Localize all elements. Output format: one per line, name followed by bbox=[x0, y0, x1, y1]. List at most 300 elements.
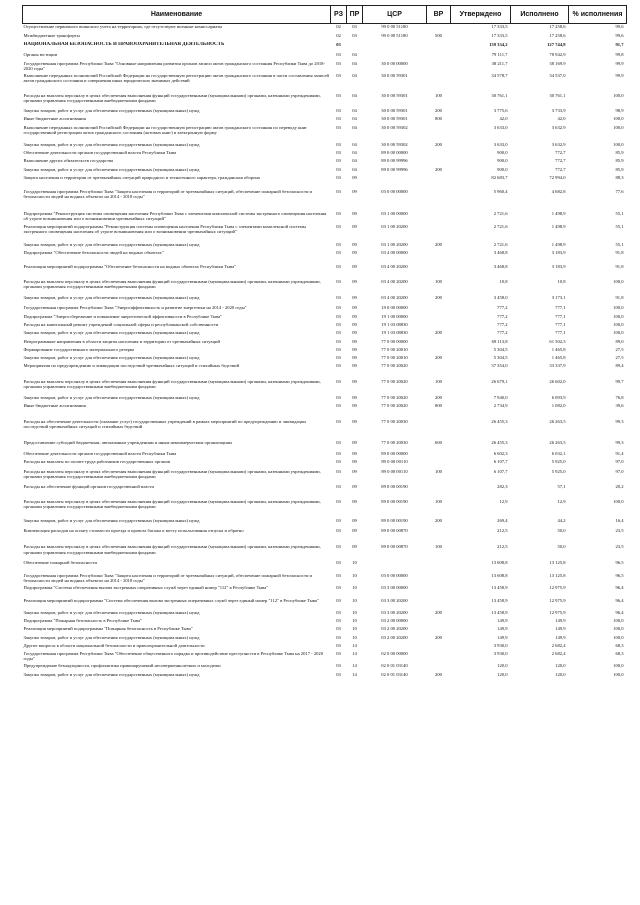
row-executed: 26 263,5 bbox=[549, 440, 566, 446]
row-percent: 99,9 bbox=[615, 60, 624, 66]
row-pr: 10 bbox=[352, 597, 357, 603]
table-row bbox=[23, 73, 627, 93]
row-vr bbox=[427, 585, 451, 597]
row-pr: 09 bbox=[352, 294, 357, 300]
row-name: Расходы на обеспечение деятельности (оказание услуг) государственных учреждений в рамках мероприятий по предупреждению и ликвидации последствий чрезвычайных ситуаций и стихийных бедствий bbox=[23, 419, 306, 430]
row-csr: 30 0 00 59301 bbox=[381, 108, 408, 114]
row-pr: 14 bbox=[352, 651, 357, 656]
row-rz: 03 bbox=[336, 559, 341, 565]
row-pr: 09 bbox=[352, 458, 357, 464]
row-pr: 09 bbox=[352, 354, 357, 360]
table-row bbox=[23, 339, 627, 347]
row-vr: 800 bbox=[435, 116, 442, 122]
row-rz: 03 bbox=[336, 458, 341, 464]
row-csr bbox=[363, 42, 427, 51]
row-executed: 50,0 bbox=[557, 544, 566, 550]
row-pr: 09 bbox=[352, 468, 357, 474]
row-executed: 149,9 bbox=[555, 618, 566, 624]
row-rz: 03 bbox=[336, 379, 341, 385]
row-percent: 100,0 bbox=[613, 142, 624, 148]
row-percent: 99,3 bbox=[615, 440, 624, 446]
row-executed: 26 263,5 bbox=[549, 419, 566, 425]
row-rz: 03 bbox=[336, 419, 341, 425]
row-name: Государственная программа Республики Тыва "Обеспечение общественного порядка и противодействие преступности в Республике Тыва на 2017 - 2020 годы" bbox=[23, 651, 324, 662]
row-percent: 55,1 bbox=[615, 210, 624, 216]
row-executed: 772,7 bbox=[555, 158, 566, 164]
row-rz: 03 bbox=[336, 279, 341, 285]
table-row bbox=[23, 663, 627, 671]
row-rz: 03 bbox=[336, 544, 341, 550]
row-name: Обеспечение деятельности органов государственной власти Республики Тыва bbox=[23, 450, 177, 456]
row-csr: 77 0 00 20010 bbox=[381, 354, 408, 360]
row-rz: 03 bbox=[336, 241, 341, 247]
row-name: Осуществление первичного воинского учета на территориях, где отсутствуют военные комиссариаты bbox=[23, 24, 223, 29]
table-row bbox=[23, 499, 627, 518]
row-name: Подпрограмма "Обеспечение безопасности людей на водных объектах" bbox=[23, 249, 164, 255]
row-name: Непрограммные направления в области защиты населения и территории от чрезвычайных ситуаций bbox=[23, 338, 220, 344]
row-rz: 03 bbox=[336, 354, 341, 360]
row-vr: 600 bbox=[435, 440, 442, 446]
row-approved: 6 107,7 bbox=[493, 468, 508, 474]
row-csr: 03 2 00 20200 bbox=[381, 626, 408, 632]
row-csr: 77 0 00 20030 bbox=[381, 440, 408, 446]
table-row bbox=[23, 585, 627, 597]
row-rz: 03 bbox=[336, 572, 341, 578]
col-header-vr: ВР bbox=[427, 6, 451, 24]
row-executed: 3 632,9 bbox=[551, 124, 566, 130]
row-executed: 2 682,4 bbox=[551, 642, 566, 648]
row-name: Обеспечение пожарной безопасности bbox=[23, 559, 98, 565]
row-rz: 03 bbox=[336, 116, 341, 122]
table-row bbox=[23, 93, 627, 108]
table-row bbox=[23, 142, 627, 150]
row-approved: 900,0 bbox=[497, 158, 508, 164]
row-csr: 19 1 03 08830 bbox=[381, 322, 408, 328]
row-name: Государственная программа Республики Тыва "Основные направления развития органов записи актов гражданского состояния Республики Тыва до 2018-2020 годы" bbox=[23, 60, 325, 71]
row-csr: 03 4 00 00000 bbox=[381, 249, 408, 255]
row-rz: 03 bbox=[336, 450, 341, 456]
row-pr: 09 bbox=[352, 313, 357, 319]
row-approved: 13 458,9 bbox=[491, 585, 508, 591]
row-executed: 772,7 bbox=[555, 166, 566, 172]
row-approved: 777,2 bbox=[497, 322, 508, 328]
row-csr: 19 0 00 00000 bbox=[381, 304, 408, 310]
row-vr bbox=[427, 484, 451, 498]
row-approved: 269,4 bbox=[497, 517, 508, 523]
row-name: Государственная программа Республики Тыва "Защита населения и территорий от чрезвычайных ситуаций, обеспечение пожарной безопасности и безопасности людей на водных объектах на 2014 - 2018 годы" bbox=[23, 572, 313, 584]
table-body bbox=[23, 24, 627, 678]
table-row bbox=[23, 395, 627, 403]
row-csr: 77 0 00 20030 bbox=[381, 419, 408, 425]
row-name: Мероприятия по предупреждению и ликвидации последствий чрезвычайных ситуаций и стихийных бедствий bbox=[23, 363, 240, 369]
row-pr: 10 bbox=[352, 610, 357, 616]
row-percent: 96,5 bbox=[615, 572, 624, 578]
row-pr: 04 bbox=[352, 150, 357, 156]
col-header-csr: ЦСР bbox=[363, 6, 427, 24]
row-executed: 61 502,3 bbox=[549, 338, 566, 344]
row-pr: 10 bbox=[352, 634, 357, 640]
row-approved: 2 721,6 bbox=[493, 241, 508, 247]
row-name: Закупка товаров, работ и услуг для обеспечения государственных (муниципальных) нужд bbox=[23, 108, 200, 114]
row-approved: 900,0 bbox=[497, 166, 508, 172]
row-name: Подпрограмма "Пожарная безопасность в Республике Тыва" bbox=[23, 618, 143, 624]
row-rz: 03 bbox=[336, 60, 341, 66]
row-vr bbox=[427, 663, 451, 671]
row-csr: 30 0 00 59302 bbox=[381, 124, 408, 130]
row-vr: 200 bbox=[435, 294, 442, 300]
row-approved: 7 940,0 bbox=[493, 394, 508, 400]
row-percent: 98,9 bbox=[615, 108, 624, 114]
row-approved: 13 608,8 bbox=[491, 559, 508, 565]
table-row bbox=[23, 419, 627, 440]
row-pr: 04 bbox=[352, 108, 357, 114]
row-executed: 4 682,8 bbox=[551, 189, 566, 195]
row-csr: 19 1 03 08830 bbox=[381, 330, 408, 336]
row-executed: 12 975,9 bbox=[549, 585, 566, 591]
row-approved: 120,0 bbox=[497, 671, 508, 677]
row-vr bbox=[427, 175, 451, 189]
row-rz: 02 bbox=[336, 24, 341, 29]
col-header-name: Наименование bbox=[23, 6, 331, 24]
row-approved: 12,9 bbox=[499, 498, 508, 504]
row-executed: 777,1 bbox=[555, 313, 566, 319]
row-vr: 200 bbox=[435, 354, 442, 360]
row-name: Реализация мероприятий подпрограммы "Пожарная безопасность в Республике Тыва" bbox=[23, 626, 193, 632]
row-vr bbox=[427, 459, 451, 469]
row-percent: 68,3 bbox=[615, 642, 624, 648]
row-executed: 38 169,9 bbox=[549, 60, 566, 66]
row-percent: 89,4 bbox=[615, 363, 624, 369]
row-csr: 02 0 01 03140 bbox=[381, 663, 408, 669]
row-percent: 91,8 bbox=[615, 249, 624, 255]
row-rz: 03 bbox=[336, 189, 341, 195]
row-name: Расходы на выплаты персоналу в целях обеспечения выполнения функций государственными (муниципальными) органами, казенными учреждениями, органами управления государственными внебюджетными фондами bbox=[23, 468, 321, 480]
row-executed: 127 744,8 bbox=[547, 42, 566, 48]
row-percent: 85,9 bbox=[615, 166, 624, 172]
row-rz: 03 bbox=[336, 610, 341, 616]
table-row bbox=[23, 52, 627, 61]
table-row bbox=[23, 544, 627, 559]
row-rz: 03 bbox=[336, 618, 341, 624]
row-executed: 72 994,0 bbox=[549, 174, 566, 180]
row-rz: 02 bbox=[336, 33, 341, 39]
row-approved: 3 633,0 bbox=[493, 142, 508, 148]
row-approved: 5 304,5 bbox=[493, 354, 508, 360]
row-csr: 89 0 00 99996 bbox=[381, 166, 408, 172]
row-percent: 85,9 bbox=[615, 158, 624, 164]
row-rz: 03 bbox=[336, 294, 341, 300]
row-csr bbox=[363, 560, 427, 573]
row-executed: 44,2 bbox=[557, 517, 566, 523]
row-approved: 3 458,0 bbox=[493, 294, 508, 300]
row-pr: 04 bbox=[352, 116, 357, 122]
row-pr bbox=[347, 42, 363, 51]
row-vr bbox=[427, 419, 451, 440]
row-name: Расходы на выплаты по оплате труда работников государственных органов bbox=[23, 458, 171, 464]
row-rz: 03 bbox=[336, 210, 341, 216]
row-pr: 09 bbox=[352, 544, 357, 550]
row-percent: 96,4 bbox=[615, 597, 624, 603]
row-pr: 04 bbox=[352, 60, 357, 66]
row-pr: 04 bbox=[352, 73, 357, 79]
row-rz: 03 bbox=[336, 642, 341, 648]
row-vr bbox=[427, 651, 451, 663]
row-vr bbox=[427, 528, 451, 544]
row-csr: 03 0 00 00000 bbox=[381, 572, 408, 578]
row-csr: 03 1 00 00000 bbox=[381, 210, 408, 216]
row-pr: 09 bbox=[352, 484, 357, 490]
row-rz: 03 bbox=[336, 338, 341, 344]
row-rz: 03 bbox=[336, 73, 341, 79]
row-percent: 100,0 bbox=[613, 124, 624, 130]
row-csr: 30 0 00 00000 bbox=[381, 60, 408, 66]
row-approved: 149,9 bbox=[497, 634, 508, 640]
row-vr: 100 bbox=[435, 379, 442, 385]
table-row bbox=[23, 379, 627, 394]
table-row bbox=[23, 108, 627, 116]
table-row bbox=[23, 189, 627, 210]
row-name: Закупка товаров, работ и услуг для обеспечения государственных (муниципальных) нужд bbox=[23, 394, 200, 400]
row-rz: 03 bbox=[336, 440, 341, 446]
row-rz: 03 bbox=[336, 671, 341, 677]
row-vr: 200 bbox=[435, 241, 442, 247]
row-percent: 20,2 bbox=[615, 484, 624, 490]
row-approved: 3 468,8 bbox=[493, 263, 508, 269]
table-row bbox=[23, 643, 627, 651]
row-executed: 78 942,9 bbox=[549, 51, 566, 57]
row-vr: 200 bbox=[435, 517, 442, 523]
row-executed: 30 761,1 bbox=[549, 92, 566, 98]
row-rz: 03 bbox=[336, 166, 341, 172]
row-approved: 777,2 bbox=[497, 330, 508, 336]
row-percent: 55,1 bbox=[615, 224, 624, 230]
row-percent: 100,0 bbox=[613, 116, 624, 122]
row-pr: 09 bbox=[352, 210, 357, 216]
table-row bbox=[23, 24, 627, 34]
row-approved: 282,3 bbox=[497, 484, 508, 490]
row-name: Компенсация расходов на оплату стоимости проезда и провоза багажа к месту использования отпуска и обратно bbox=[23, 528, 244, 534]
row-executed: 12 975,9 bbox=[549, 610, 566, 616]
row-executed: 6 032,1 bbox=[551, 450, 566, 456]
row-rz: 03 bbox=[336, 224, 341, 230]
table-row bbox=[23, 626, 627, 634]
row-rz: 03 bbox=[336, 263, 341, 269]
row-approved: 2 721,6 bbox=[493, 210, 508, 216]
row-vr: 200 bbox=[435, 610, 442, 616]
row-name: Защита населения и территории от чрезвычайных ситуаций природного и техногенного характера, гражданская оборона bbox=[23, 174, 260, 180]
row-percent: 23,5 bbox=[615, 528, 624, 534]
row-csr: 77 0 00 20020 bbox=[381, 379, 408, 385]
row-approved: 212,5 bbox=[497, 528, 508, 534]
table-row bbox=[23, 167, 627, 175]
row-vr bbox=[427, 305, 451, 314]
row-rz: 03 bbox=[336, 663, 341, 669]
row-name: Расходы на капитальный ремонт учреждений социальной сферы и республиканской собственности bbox=[23, 322, 219, 328]
row-approved: 6 602,3 bbox=[493, 450, 508, 456]
row-executed: 12 975,9 bbox=[549, 597, 566, 603]
row-percent: 99,9 bbox=[615, 73, 624, 79]
row-csr: 19 1 00 00000 bbox=[381, 313, 408, 319]
table-row bbox=[23, 440, 627, 450]
table-row bbox=[23, 651, 627, 663]
row-pr: 04 bbox=[352, 51, 357, 57]
row-percent: 16,4 bbox=[615, 517, 624, 523]
row-approved: 38 211,7 bbox=[491, 60, 508, 66]
col-header-pr: ПР bbox=[347, 6, 363, 24]
row-pr: 09 bbox=[352, 440, 357, 446]
row-csr: 03 2 00 20200 bbox=[381, 634, 408, 640]
row-executed: 3 173,1 bbox=[551, 294, 566, 300]
row-rz: 03 bbox=[336, 313, 341, 319]
row-percent: 85,9 bbox=[615, 150, 624, 156]
row-approved: 69 113,8 bbox=[491, 338, 508, 344]
table-row bbox=[23, 459, 627, 469]
budget-document bbox=[22, 5, 626, 678]
row-csr: 89 0 00 00190 bbox=[381, 484, 408, 490]
row-vr bbox=[427, 189, 451, 210]
row-pr: 09 bbox=[352, 394, 357, 400]
row-name: Закупка товаров, работ и услуг для обеспечения государственных (муниципальных) нужд bbox=[23, 671, 200, 677]
row-approved: 17 333,5 bbox=[491, 24, 508, 29]
row-name: Органы юстиции bbox=[23, 51, 58, 57]
row-percent: 100,0 bbox=[613, 498, 624, 504]
row-pr: 09 bbox=[352, 528, 357, 534]
row-percent: 27,5 bbox=[615, 346, 624, 352]
row-csr: 89 0 00 00870 bbox=[381, 544, 408, 550]
row-approved: 139 334,2 bbox=[489, 42, 508, 48]
row-csr: 03 4 00 20200 bbox=[381, 263, 408, 269]
row-vr: 200 bbox=[435, 634, 442, 640]
row-name: НАЦИОНАЛЬНАЯ БЕЗОПАСНОСТЬ И ПРАВООХРАНИТЕЛЬНАЯ ДЕЯТЕЛЬНОСТЬ bbox=[23, 42, 225, 48]
row-vr bbox=[427, 363, 451, 379]
row-csr: 30 0 00 59301 bbox=[381, 116, 408, 122]
row-pr: 09 bbox=[352, 346, 357, 352]
row-csr bbox=[363, 52, 427, 61]
table-row bbox=[23, 469, 627, 484]
row-approved: 17 333,5 bbox=[491, 33, 508, 39]
table-row bbox=[23, 42, 627, 51]
row-percent: 97,0 bbox=[615, 468, 624, 474]
row-vr bbox=[427, 314, 451, 322]
row-percent: 97,0 bbox=[615, 458, 624, 464]
row-rz: 03 bbox=[336, 528, 341, 534]
table-row bbox=[23, 264, 627, 279]
row-csr: 77 0 00 00000 bbox=[381, 338, 408, 344]
row-rz: 03 bbox=[336, 634, 341, 640]
table-row bbox=[23, 295, 627, 305]
row-percent: 100,0 bbox=[613, 92, 624, 98]
row-pr: 14 bbox=[352, 642, 357, 648]
row-name: Выполнение переданных полномочий Российской Федерации на государственную регистрацию актов гражданского состояния в части составления записей актов гражданского состояния и совершения иных юридических значимых действий bbox=[23, 73, 330, 84]
row-approved: 3 633,0 bbox=[493, 124, 508, 130]
row-vr: 100 bbox=[435, 279, 442, 285]
row-name: Расходы на выплаты персоналу в целях обеспечения выполнения функций государственными (муниципальными) органами, казенными учреждениями, органами управления государственными внебюджетными фондами bbox=[23, 544, 321, 555]
table-header bbox=[23, 6, 627, 24]
row-pr: 09 bbox=[352, 363, 357, 369]
row-pr: 04 bbox=[352, 142, 357, 148]
row-executed: 13 125,8 bbox=[549, 559, 566, 565]
row-csr: 89 0 00 00110 bbox=[381, 458, 408, 464]
row-vr: 100 bbox=[435, 468, 442, 474]
row-rz: 03 bbox=[336, 51, 341, 57]
row-pr: 03 bbox=[352, 33, 357, 39]
row-vr: 100 bbox=[435, 544, 442, 550]
row-approved: 3 468,8 bbox=[493, 249, 508, 255]
row-vr bbox=[427, 451, 451, 459]
row-csr: 77 0 00 20020 bbox=[381, 363, 408, 369]
row-pr: 09 bbox=[352, 419, 357, 425]
table-row bbox=[23, 528, 627, 544]
row-percent: 91,4 bbox=[615, 450, 624, 456]
table-row bbox=[23, 573, 627, 585]
row-approved: 2 721,6 bbox=[493, 224, 508, 230]
row-name: Формирование государственного материального резерва bbox=[23, 346, 135, 352]
row-name: Подпрограмма "Энергосбережение и повышение энергетической эффективности в Республике Тыва" bbox=[23, 313, 223, 319]
row-executed: 10,8 bbox=[557, 279, 566, 285]
row-vr: 200 bbox=[435, 108, 442, 114]
table-row bbox=[23, 672, 627, 678]
row-rz: 03 bbox=[336, 42, 341, 48]
row-vr bbox=[427, 73, 451, 93]
row-vr bbox=[427, 618, 451, 626]
row-pr: 04 bbox=[352, 124, 357, 130]
row-name: Предупреждение безнадзорности, профилактика правонарушений несовершеннолетних и молодежи bbox=[23, 663, 221, 669]
row-executed: 26 602,0 bbox=[549, 379, 566, 385]
row-percent: 100,0 bbox=[613, 330, 624, 336]
row-rz: 03 bbox=[336, 394, 341, 400]
col-header-percent: % исполнения bbox=[569, 6, 627, 24]
row-pr: 09 bbox=[352, 517, 357, 523]
row-percent: 100,0 bbox=[613, 634, 624, 640]
row-vr bbox=[427, 250, 451, 264]
row-pr: 09 bbox=[352, 338, 357, 344]
row-percent: 89,0 bbox=[615, 338, 624, 344]
row-rz: 03 bbox=[336, 585, 341, 591]
table-row bbox=[23, 484, 627, 498]
row-executed: 17 258,6 bbox=[549, 24, 566, 29]
row-name: Реализация мероприятий подпрограммы "Реконструкция системы оповещения населения Республики Тыва с элементами комплексной системы экстренного оповещения населения об угрозе возникновения или о возникновении чрезвычайных ситуаций" bbox=[23, 224, 306, 235]
row-name: Реализация мероприятий подпрограммы "Система обеспечения вызова экстренных оперативных служб через единый номер "112" в Республике Тыва" bbox=[23, 597, 319, 603]
row-name: Государственная программа Республики Тыва "Защита населения и территорий от чрезвычайных ситуаций, обеспечение пожарной безопасности и безопасности людей на водных объектах на 2014 - 2018 годы" bbox=[23, 189, 313, 200]
row-name: Закупка товаров, работ и услуг для обеспечения государственных (муниципальных) нужд bbox=[23, 610, 200, 616]
table-row bbox=[23, 355, 627, 363]
row-rz: 03 bbox=[336, 158, 341, 164]
table-row bbox=[23, 211, 627, 224]
row-pr: 10 bbox=[352, 572, 357, 578]
table-row bbox=[23, 175, 627, 189]
row-executed: 1 465,8 bbox=[551, 346, 566, 352]
row-rz: 03 bbox=[336, 108, 341, 114]
row-executed: 57,1 bbox=[557, 484, 566, 490]
row-rz: 03 bbox=[336, 468, 341, 474]
row-pr: 09 bbox=[352, 450, 357, 456]
row-executed: 149,9 bbox=[555, 626, 566, 632]
row-executed: 1 498,9 bbox=[551, 224, 566, 230]
row-vr: 200 bbox=[435, 166, 442, 172]
row-executed: 1 498,9 bbox=[551, 210, 566, 216]
row-rz: 03 bbox=[336, 346, 341, 352]
row-vr bbox=[427, 150, 451, 158]
row-vr: 100 bbox=[435, 92, 442, 98]
table-row bbox=[23, 322, 627, 330]
row-percent: 100,0 bbox=[613, 304, 624, 310]
row-pr: 09 bbox=[352, 322, 357, 328]
row-vr bbox=[427, 322, 451, 330]
table-row bbox=[23, 347, 627, 355]
row-csr: 02 0 00 00000 bbox=[381, 651, 408, 656]
row-pr: 10 bbox=[352, 585, 357, 591]
row-percent: 100,0 bbox=[613, 663, 624, 669]
